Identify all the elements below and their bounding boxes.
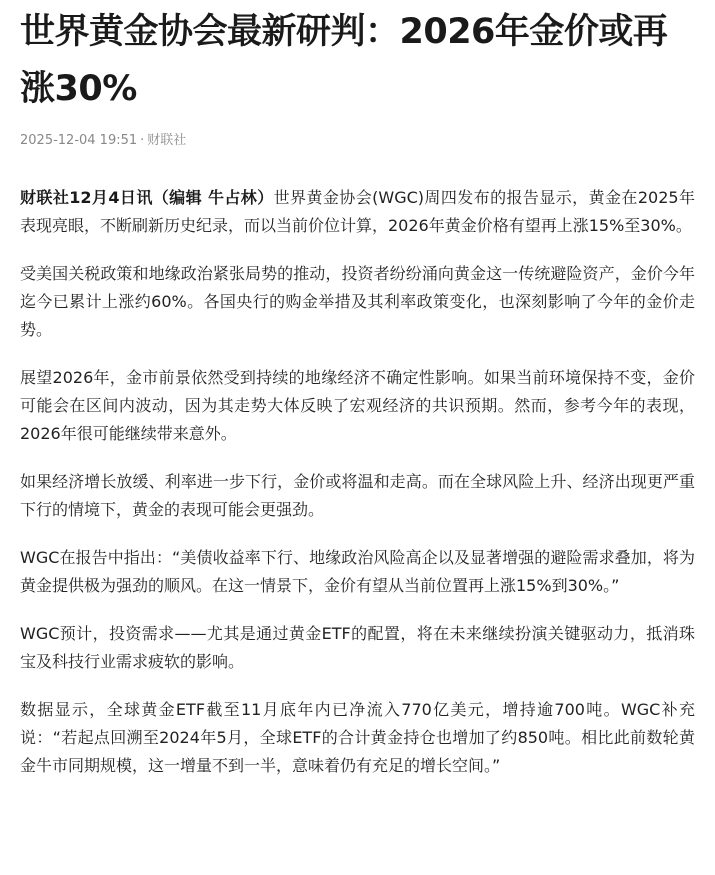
paragraph-7 xyxy=(20,696,695,780)
paragraph-lead: 财联社12月4日讯（编辑 牛占林） xyxy=(20,188,274,207)
paragraph-text: 受美国关税政策和地缘政治紧张局势的推动，投资者纷纷涌向黄金这一传统避险资产，金价今年迄今已累计上涨约60%。各国央行的购金举措及其利率政策变化，也深刻影响了今年的金价走势。 xyxy=(20,264,695,339)
paragraph-text: 展望2026年，金市前景依然受到持续的地缘经济不确定性影响。如果当前环境保持不变，金价可能会在区间内波动，因为其走势大体反映了宏观经济的共识预期。然而，参考今年的表现，2026年很可能继续带来意外。 xyxy=(20,368,695,443)
meta-separator: · xyxy=(140,133,145,148)
paragraph-5 xyxy=(20,544,695,600)
publish-datetime: 2025-12-04 19:51 xyxy=(20,133,138,148)
paragraph-text: WGC在报告中指出：“美债收益率下行、地缘政治风险高企以及显著增强的避险需求叠加，将为黄金提供极为强劲的顺风。在这一情景下，金价有望从当前位置再上涨15%到30%。” xyxy=(20,548,695,595)
paragraph-text: 世界黄金协会(WGC)周四发布的报告显示，黄金在2025年表现亮眼，不断刷新历史纪录，而以当前价位计算，2026年黄金价格有望再上涨15%至30%。 xyxy=(20,188,695,235)
paragraph-2 xyxy=(20,260,695,344)
article-title: 世界黄金协会最新研判：2026年金价或再涨30% xyxy=(20,12,668,109)
paragraph-text: 数据显示，全球黄金ETF截至11月底年内已净流入770亿美元，增持逾700吨。WGC补充说：“若起点回溯至2024年5月，全球ETF的合计黄金持仓也增加了约850吨。相比此前数轮黄金牛市同期规模，这一增量不到一半，意味着仍有充足的增长空间。” xyxy=(20,700,695,775)
article-body xyxy=(20,184,695,780)
paragraph-1 xyxy=(20,184,695,240)
paragraph-4 xyxy=(20,468,695,524)
paragraph-text: WGC预计，投资需求——尤其是通过黄金ETF的配置，将在未来继续扮演关键驱动力，抵消珠宝及科技行业需求疲软的影响。 xyxy=(20,624,695,671)
paragraph-6 xyxy=(20,620,695,676)
paragraph-text: 如果经济增长放缓、利率进一步下行，金价或将温和走高。而在全球风险上升、经济出现更严重下行的情境下，黄金的表现可能会更强劲。 xyxy=(20,472,695,519)
paragraph-3 xyxy=(20,364,695,448)
source-link[interactable]: 财联社 xyxy=(147,133,187,148)
article-meta xyxy=(20,132,695,150)
